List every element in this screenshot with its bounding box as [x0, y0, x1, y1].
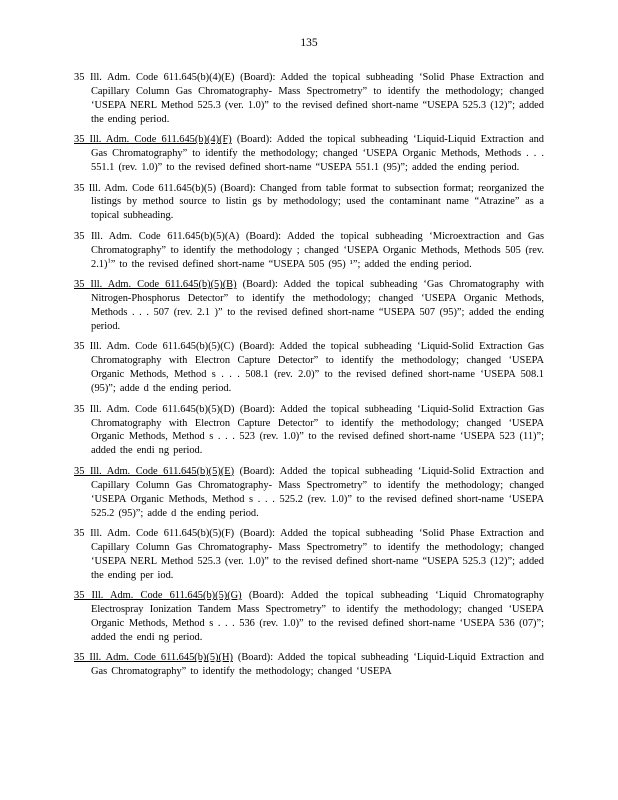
citation: 35 Ill. Adm. Code 611.645(b)(4)(E) [74, 72, 235, 83]
citation: 35 Ill. Adm. Code 611.645(b)(5)(C) [74, 341, 235, 353]
entry-list [74, 71, 544, 686]
entry-body: (Board): Changed from table format to subsection format; reorganized the listings by method source to listin gs by methodology; used the contaminant name “Atrazine” as a topical subheading. [91, 182, 544, 222]
entry-body: (Board): Added the topical subheading ‘Liquid Chromatography Electrospray Ionization Tandem Mass Spectrometry” to identify the methodology; changed ‘USEPA Organic Methods, Method s . . . 536 (rev. 1.0)” to the revised defined short-name ‘USEPA 536 (07)”; added the endi ng period. [91, 590, 544, 643]
footnote-marker: 1 [107, 257, 111, 265]
entry-body: (Board): Added the topical subheading ‘Liquid-Liquid Extraction and Gas Chromatography” to identify the methodology; changed ‘USEPA Organic Methods, Methods . . . 551.1 (rev. 1.0)” to the revised defined short-name “USEPA 551.1 (95)”; added the ending period. [91, 134, 544, 174]
entry-body: (Board): Added the topical subheading ‘Liquid-Solid Extraction Gas Chromatography with Electron Capture Detector” to identify the methodology; changed ‘USEPA Organic Methods, Method s . . . 508.1 (rev. 2.0)” to the revised defined short-name ‘USEPA 508.1 (95)”; adde d the ending period. [91, 341, 544, 395]
citation: 35 Ill. Adm. Code 611.645(b)(5)(H) [74, 652, 233, 664]
list-item [74, 71, 544, 127]
list-item [74, 651, 544, 679]
citation: 35 Ill. Adm. Code 611.645(b)(5)(E) [74, 465, 235, 477]
entry-body: (Board): Added the topical subheading ‘Solid Phase Extraction and Capillary Column Gas Chromatography- Mass Spectrometry” to identify the methodology; changed ‘USEPA NERL Method 525.3 (ver. 1.0)” to the revised defined short-name “USEPA 525.3 (12)”; added the ending per iod. [91, 528, 544, 581]
list-item [74, 182, 544, 224]
list-item [74, 133, 544, 175]
citation: 35 Ill. Adm. Code 611.645(b)(5)(F) [74, 528, 235, 540]
citation: 35 Ill. Adm. Code 611.645(b)(5) [74, 182, 217, 194]
page-number: 135 [300, 37, 318, 49]
citation: 35 Ill. Adm. Code 611.645(b)(5)(A) [74, 230, 240, 242]
citation: 35 Ill. Adm. Code 611.645(b)(5)(G) [74, 590, 242, 602]
entry-body: (Board): Added the topical subheading ‘Microextraction and Gas Chromatography” to identify the methodology ; changed ‘USEPA Organic Methods, Methods 505 (rev. 2.1) [91, 230, 544, 270]
citation: 35 Ill. Adm. Code 611.645(b)(5)(B) [74, 279, 237, 291]
entry-body: (Board): Added the topical subheading ‘Liquid-Solid Extraction Gas Chromatography with Electron Capture Detector” to identify the methodology; changed ‘USEPA Organic Methods, Method s . . . 523 (rev. 1.0)” to the revised defined short-name ‘USEPA 523 (11)”; added the endi ng period. [91, 403, 544, 457]
list-item [74, 527, 544, 583]
citation: 35 Ill. Adm. Code 611.645(b)(5)(D) [74, 403, 235, 415]
entry-body-continued: ” to the revised defined short-name “USEPA 505 (95) ¹”; added the ending period. [110, 258, 472, 270]
list-item [74, 278, 544, 334]
entry-body: (Board): Added the topical subheading ‘Solid Phase Extraction and Capillary Column Gas Chromatography- Mass Spectrometry” to identify the methodology; changed ‘USEPA NERL Method 525.3 (ver. 1.0)” to the revised defined short-name “USEPA 525.3 (12)”; added the ending period. [91, 72, 544, 125]
list-item [74, 230, 544, 272]
citation: 35 Ill. Adm. Code 611.645(b)(4)(F) [74, 134, 232, 146]
entry-body: (Board): Added the topical subheading ‘Liquid-Solid Extraction and Capillary Column Gas Chromatography- Mass Spectrometry” to identify the methodology; changed ‘USEPA Organic Methods, Method s . . . 525.2 (rev. 1.0)” to the revised defined short-name ‘USEPA 525.2 (95)”; adde d the ending period. [91, 465, 544, 519]
list-item [74, 465, 544, 521]
entry-body: (Board): Added the topical subheading ‘Gas Chromatography with Nitrogen-Phosphorus Detector” to identify the methodology; changed ‘USEPA Organic Methods, Methods . . . 507 (rev. 2.1 )” to the revised defined short-name “USEPA 507 (95)”; added the ending period. [91, 279, 544, 332]
list-item [74, 340, 544, 396]
entry-body: (Board): Added the topical subheading ‘Liquid-Liquid Extraction and Gas Chromatography” to identify the methodology; changed ‘USEPA [91, 652, 544, 678]
list-item [74, 589, 544, 645]
list-item [74, 403, 544, 459]
